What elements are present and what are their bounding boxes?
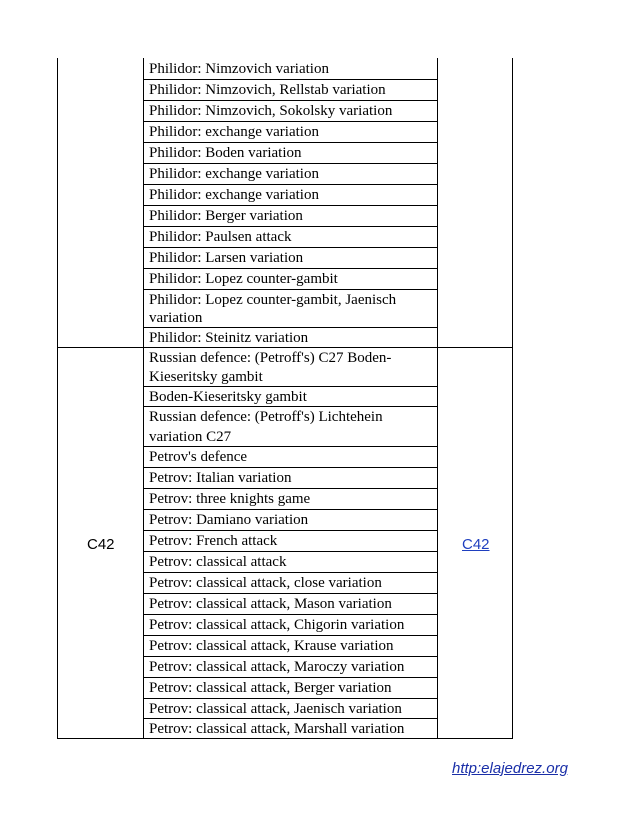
table-row: Petrov: classical attack, Mason variation — [149, 596, 392, 612]
table-border-left — [57, 58, 58, 738]
table-row: Philidor: exchange variation — [149, 166, 319, 182]
table-row: Philidor: Nimzovich variation — [149, 61, 329, 77]
table-row: Philidor: Lopez counter-gambit — [149, 271, 338, 287]
table-row: Philidor: Boden variation — [149, 145, 302, 161]
table-row: Petrov's defence — [149, 449, 248, 465]
table-row: Petrov: classical attack, Krause variation — [149, 638, 394, 654]
table-row: Petrov: Damiano variation — [149, 512, 309, 528]
footer-site-link[interactable]: http:elajedrez.org — [452, 760, 568, 777]
table-row: Petrov: French attack — [149, 533, 278, 549]
table-row: Philidor: exchange variation — [149, 187, 319, 203]
table-border-col2 — [437, 58, 438, 738]
table-row: Philidor: Steinitz variation — [149, 330, 309, 346]
table-row: Philidor: Paulsen attack — [149, 229, 292, 245]
table-row: Petrov: classical attack — [149, 554, 287, 570]
eco-code-link[interactable]: C42 — [462, 536, 490, 553]
table-row-continuation: variation C27 — [149, 429, 232, 445]
table-border-right — [512, 58, 513, 738]
table-row: Petrov: classical attack, Chigorin variation — [149, 617, 405, 633]
table-row: Petrov: three knights game — [149, 491, 311, 507]
table-row: Philidor: Larsen variation — [149, 250, 304, 266]
table-row: Petrov: classical attack, Berger variation — [149, 680, 392, 696]
table-row-continuation: variation — [149, 310, 203, 326]
table-border-col1 — [143, 58, 144, 738]
table-row: Petrov: classical attack, Marshall variation — [149, 721, 405, 737]
table-row: Philidor: Berger variation — [149, 208, 303, 224]
table-row-continuation: Kieseritsky gambit — [149, 369, 263, 385]
table-row: Petrov: Italian variation — [149, 470, 292, 486]
table-row: Russian defence: (Petroff's) C27 Boden- — [149, 350, 392, 366]
table-row: Petrov: classical attack, Maroczy variation — [149, 659, 405, 675]
table-row: Philidor: Lopez counter-gambit, Jaenisch — [149, 292, 397, 308]
table-row: Philidor: exchange variation — [149, 124, 319, 140]
table-row: Boden-Kieseritsky gambit — [149, 389, 307, 405]
table-row: Petrov: classical attack, Jaenisch variation — [149, 701, 402, 717]
table-row: Philidor: Nimzovich, Rellstab variation — [149, 82, 386, 98]
table-row: Philidor: Nimzovich, Sokolsky variation — [149, 103, 393, 119]
table-row: Russian defence: (Petroff's) Lichtehein — [149, 409, 383, 425]
eco-code-cell: C42 — [87, 536, 115, 553]
table-row: Petrov: classical attack, close variation — [149, 575, 382, 591]
